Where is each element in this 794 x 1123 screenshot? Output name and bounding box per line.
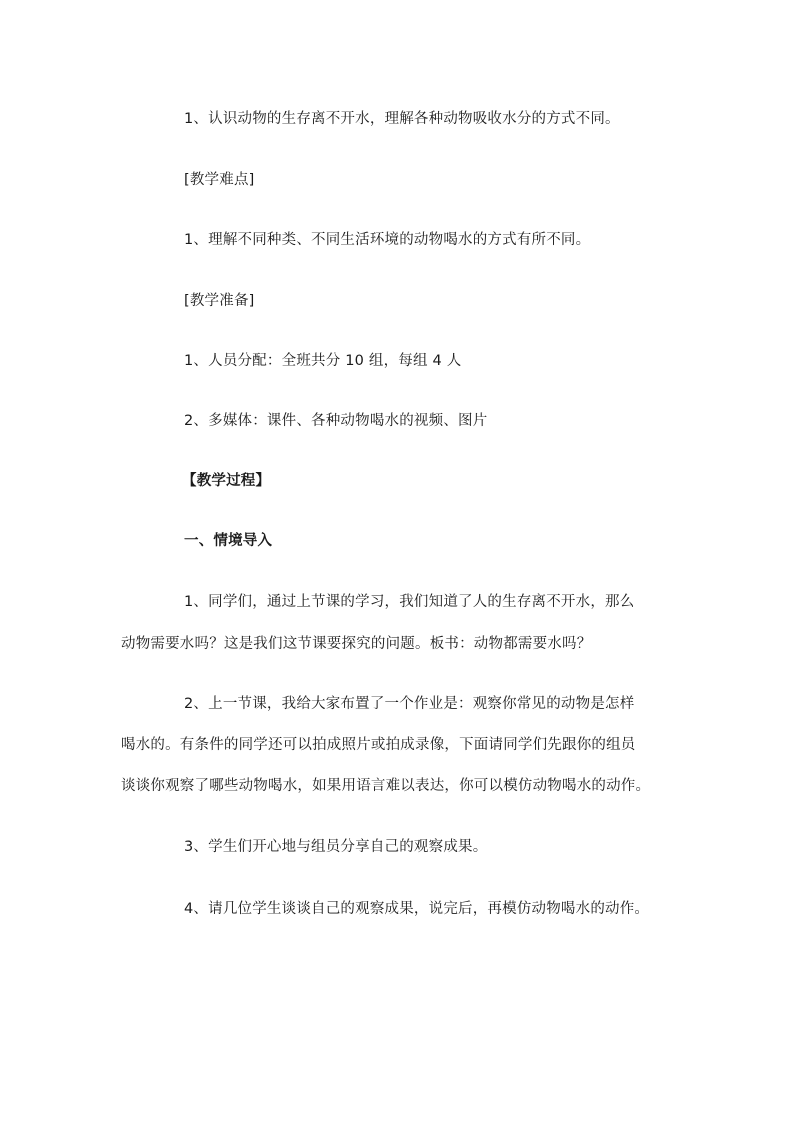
- section-heading-intro: 一、情境导入: [184, 533, 273, 549]
- paragraph-1-line-2: 动物需要水吗？这是我们这节课要探究的问题。板书：动物都需要水吗？: [121, 636, 592, 652]
- preparation-line-1: 1、人员分配：全班共分 10 组，每组 4 人: [184, 353, 462, 369]
- paragraph-2-line-1: 2、上一节课，我给大家布置了一个作业是：观察你常见的动物是怎样: [184, 696, 635, 712]
- paragraph-3-line-1: 3、学生们开心地与组员分享自己的观察成果。: [184, 839, 488, 855]
- objective-line: 1、认识动物的生存离不开水，理解各种动物吸收水分的方式不同。: [184, 111, 620, 127]
- paragraph-4-line-1: 4、请几位学生谈谈自己的观察成果，说完后，再模仿动物喝水的动作。: [184, 901, 650, 917]
- difficulty-heading: [教学难点]: [184, 172, 255, 188]
- paragraph-2-line-3: 谈谈你观察了哪些动物喝水，如果用语言难以表达，你可以模仿动物喝水的动作。: [121, 778, 651, 794]
- paragraph-2-line-2: 喝水的。有条件的同学还可以拍成照片或拍成录像，下面请同学们先跟你的组员: [121, 737, 636, 753]
- difficulty-line: 1、理解不同种类、不同生活环境的动物喝水的方式有所不同。: [184, 232, 591, 248]
- preparation-line-2: 2、多媒体：课件、各种动物喝水的视频、图片: [184, 413, 488, 429]
- preparation-heading: [教学准备]: [184, 293, 255, 309]
- paragraph-1-line-1: 1、同学们，通过上节课的学习，我们知道了人的生存离不开水，那么: [184, 594, 635, 610]
- process-heading: 【教学过程】: [182, 473, 271, 489]
